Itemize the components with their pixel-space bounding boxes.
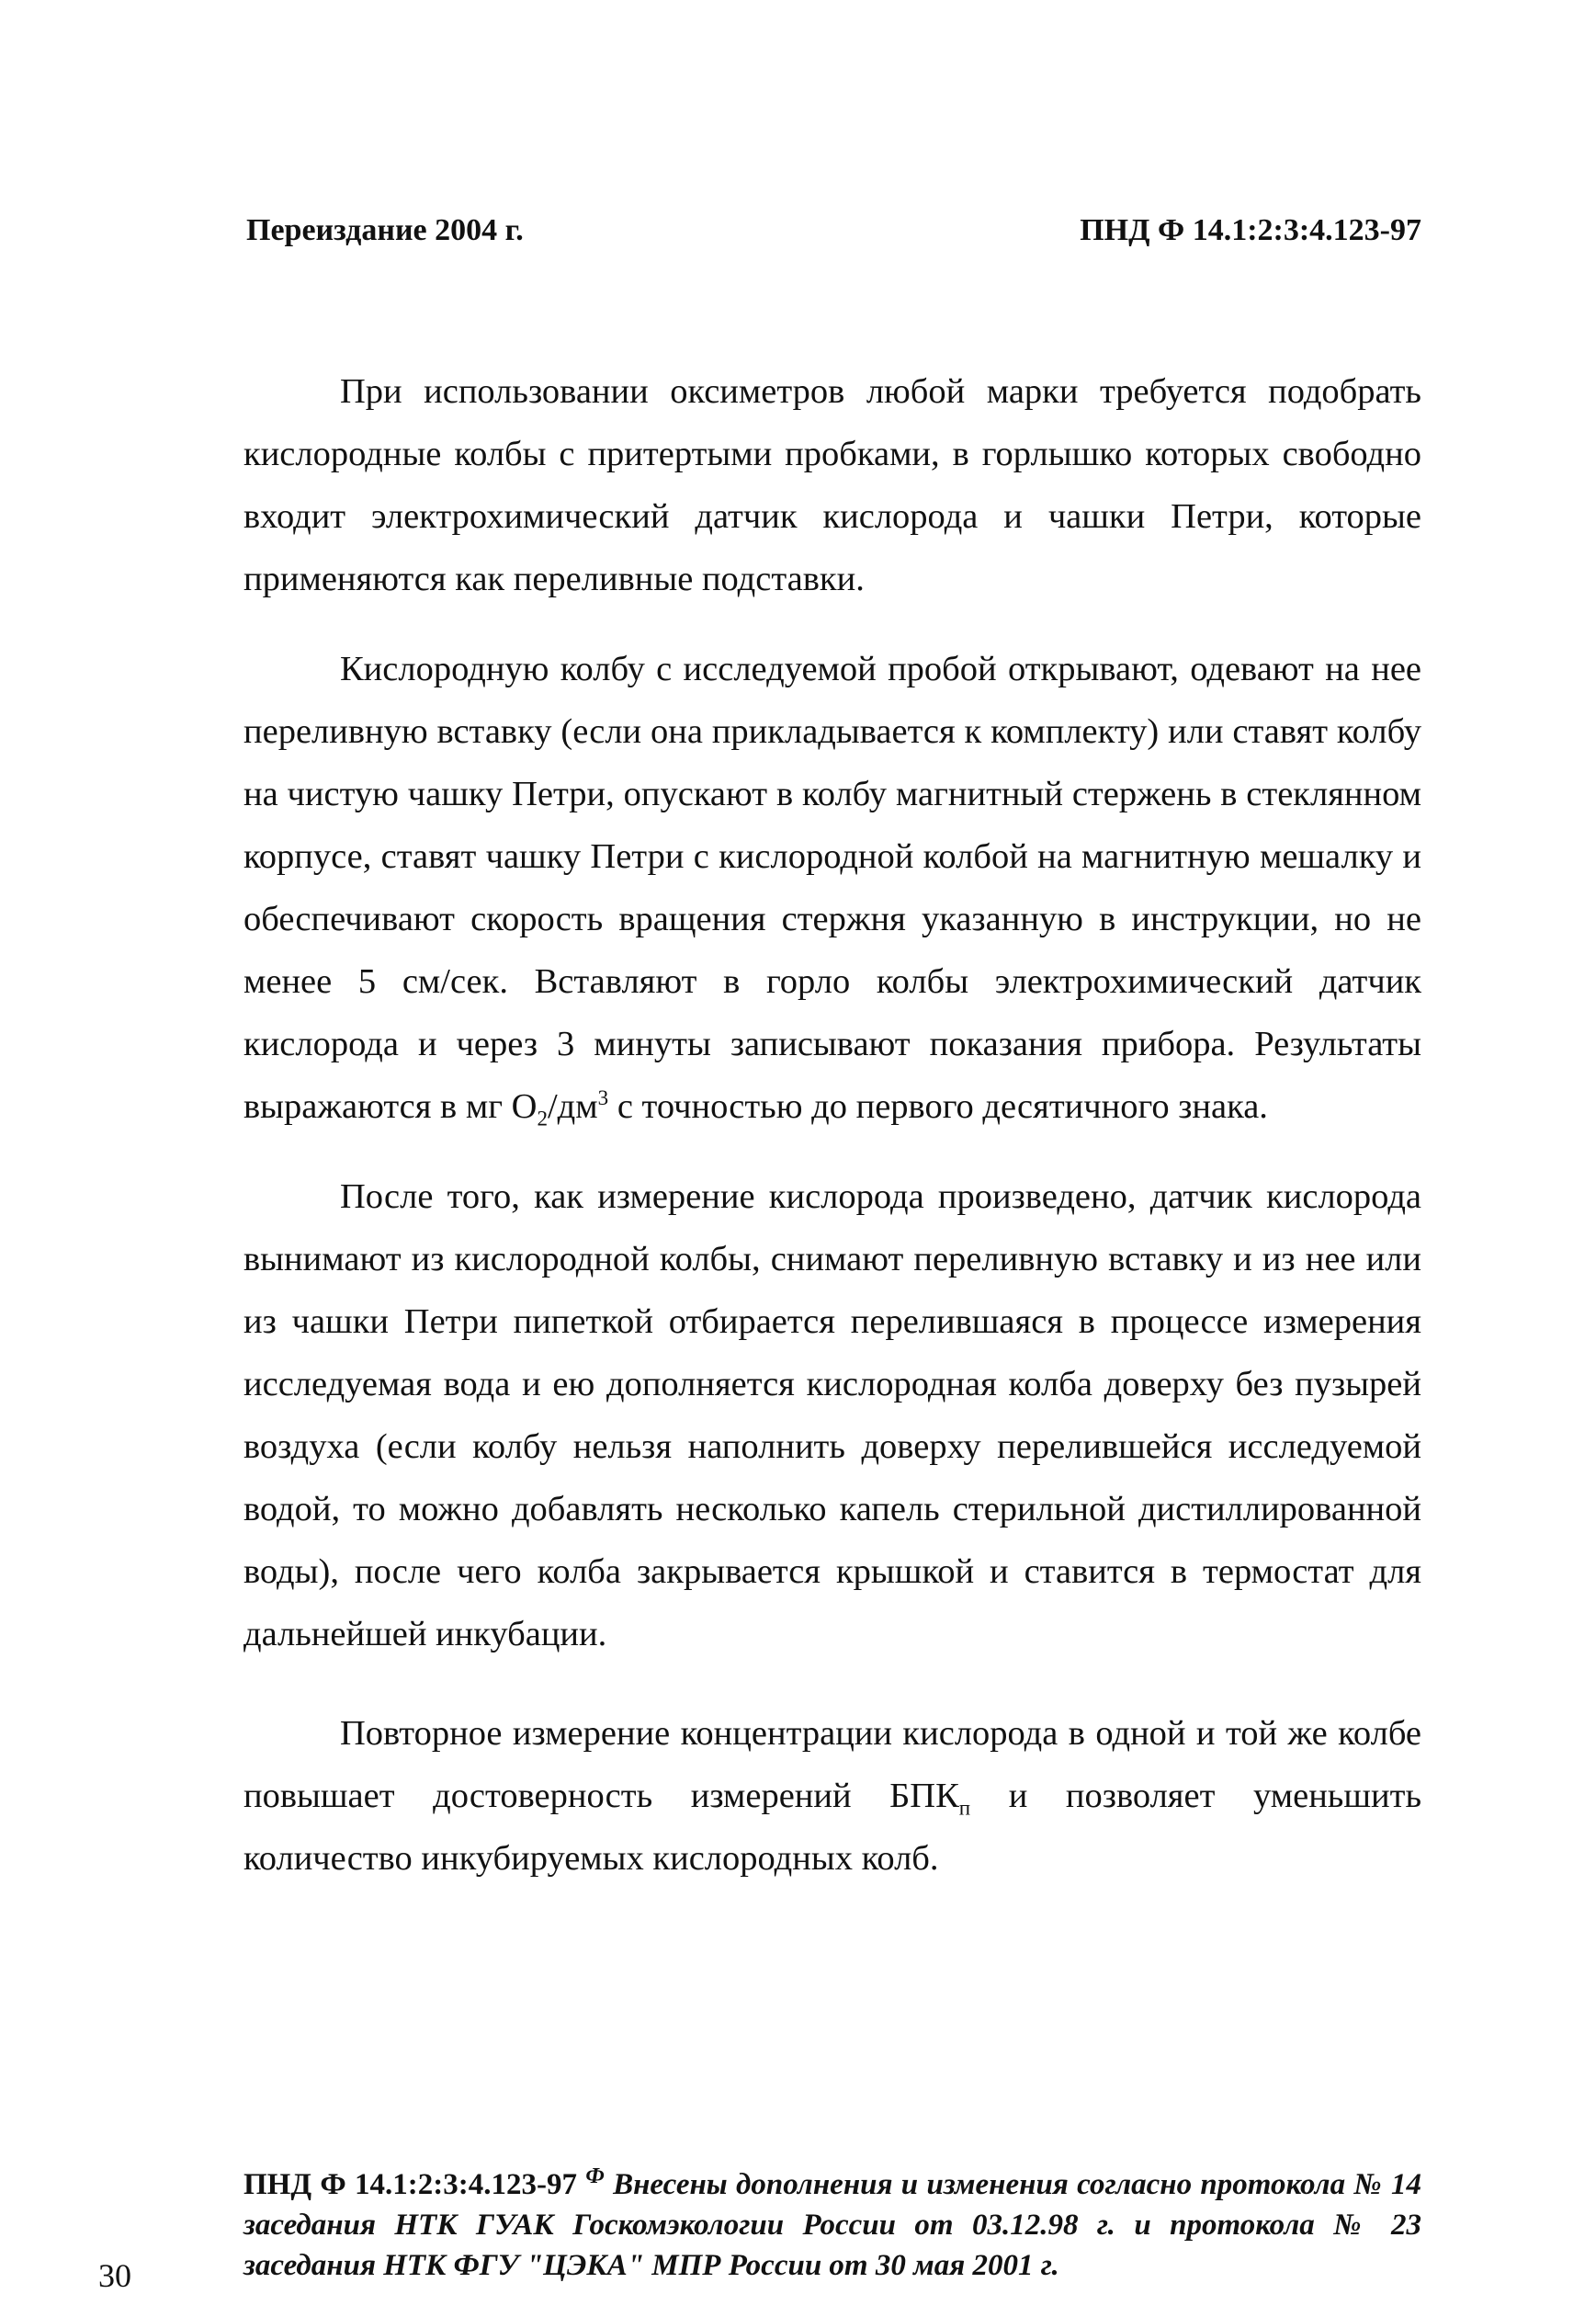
paragraph-repeat-tail: и позволяет уменьшить количество инкубируемых кислородных колб. xyxy=(243,1777,1421,1878)
footnote-marker: Ф xyxy=(585,2164,605,2188)
header-document-code: ПНД Ф 14.1:2:3:4.123-97 xyxy=(1080,213,1421,247)
body-text xyxy=(243,360,1421,1917)
paragraph-oximeter-flasks: При использовании оксиметров любой марки требуется подобрать кислородные колбы с притертыми пробками, в горлышко которых свободно входит электрохимический датчик кислорода и чашки Петри, которые применяются как переливные подставки. xyxy=(243,372,1421,598)
page-number: 30 xyxy=(98,2257,131,2294)
footnote-text: Внесены дополнения и изменения согласно протокола № 14 заседания НТК ГУАК Госкомэкологии России от 03.12.98 г. и протокола № 23 заседания НТК ФГУ "ЦЭКА" МПР России от 30 мая 2001 г. xyxy=(243,2168,1422,2282)
paragraph-procedure-tail: с точностью до первого десятичного знака. xyxy=(608,1087,1268,1126)
paragraph-procedure-text: Кислородную колбу с исследуемой пробой открывают, одевают на нее переливную вставку (если она прикладывается к комплекту) или ставят колбу на чистую чашку Петри, опускают в колбу магнитный стержень в стеклянном корпусе, ставят чашку Петри с кислородной колбой на магнитную мешалку и обеспечивают скорость вращения стержня указанную в инструкции, но не менее 5 см/сек. Вставляют в горло колбы электрохимический датчик кислорода и через 3 минуты записывают показания прибора. Результаты выражаются в мг O xyxy=(243,650,1421,1126)
footnote-document-code: ПНД Ф 14.1:2:3:4.123-97 xyxy=(243,2168,577,2201)
paragraph-after-measurement: После того, как измерение кислорода произведено, датчик кислорода вынимают из кислородной колбы, снимают переливную вставку и из нее или из чашки Петри пипеткой отбирается перелившаяся в процессе измерения исследуемая вода и ею дополняется кислородная колба доверху без пузырей воздуха (если колбу нельзя наполнить доверху перелившейся исследуемой водой, то можно добавлять несколько капель стерильной дистиллированной воды), после чего колба закрывается крышкой и ставится в термостат для дальнейшей инкубации. xyxy=(243,1177,1421,1653)
units-divider: /дм xyxy=(547,1087,598,1126)
header-edition: Переиздание 2004 г. xyxy=(246,213,524,247)
bpk-subscript: п xyxy=(958,1795,971,1820)
footnote xyxy=(243,2164,1421,2286)
paragraph-measurement-procedure xyxy=(243,638,1421,1138)
oxygen-subscript: 2 xyxy=(537,1106,548,1130)
paragraph-repeat-text: Повторное измерение концентрации кислорода в одной и той же колбе повышает достоверность измерений БПК xyxy=(243,1714,1421,1815)
page-header xyxy=(246,213,1421,252)
paragraph-repeat-measurement xyxy=(243,1702,1421,1890)
cubic-superscript: 3 xyxy=(597,1085,609,1110)
